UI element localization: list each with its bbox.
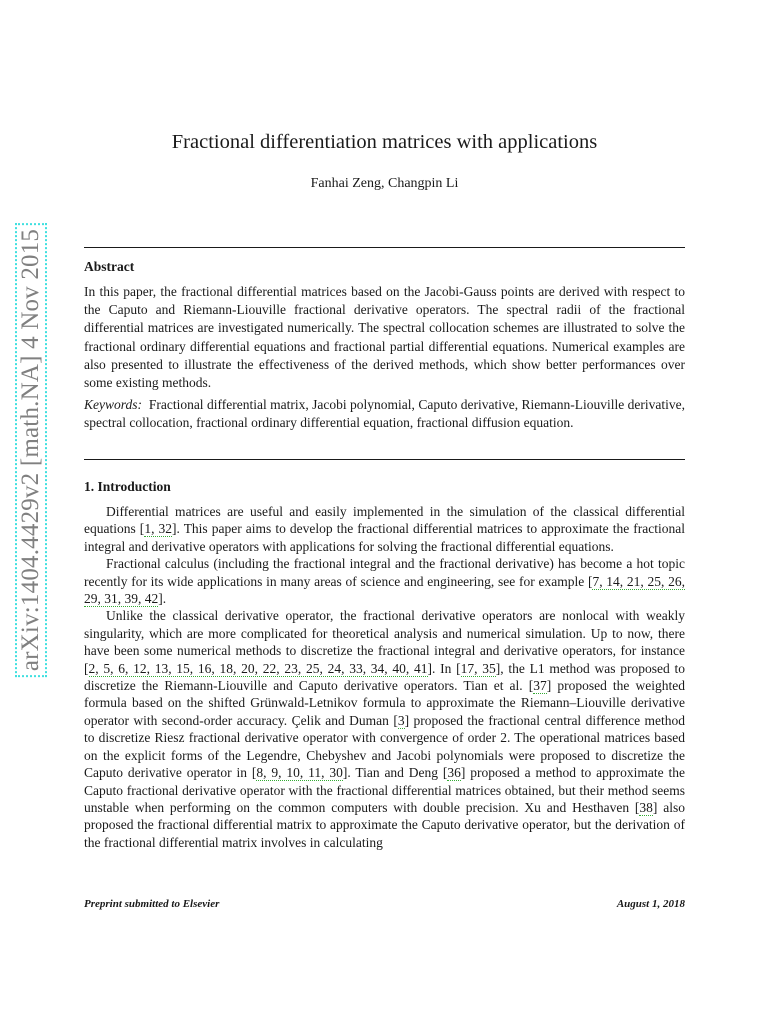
citation-link[interactable]: 38 [639,799,653,815]
text: ]. [158,591,167,607]
text: ]. This paper aims to develop the fractional differential matrices to approximate the fractional integral and derivative operators with applications for solving the fractional differential equations. [84,521,685,554]
citation-link[interactable]: 36 [447,765,461,781]
abstract-bottom-rule [84,459,685,460]
arxiv-identifier-stamp[interactable]: arXiv:1404.4429v2 [math.NA] 4 Nov 2015 [15,223,47,677]
footer-preprint-note: Preprint submitted to Elsevier [84,898,220,910]
text: Fractional calculus (including the fractional integral and the fractional derivative) has become a hot topic recently for its wide applications in many areas of science and engineering, see for example [ [84,556,685,589]
citation-link[interactable]: 37 [533,678,547,694]
footer-date: August 1, 2018 [616,898,685,910]
introduction-body [84,503,685,851]
paper-title: Fractional differentiation matrices with applications [171,131,598,153]
text: Unlike the classical derivative operator, the fractional derivative operators are nonlocal with weakly singularity, which are more complicated for theoretical analysis and numerical simulation. Up to now, there have been some numerical methods to discretize the fractional integral and derivative operators, for instance [ [84,608,685,676]
text: ]. In [ [427,660,461,676]
abstract-top-rule [84,247,685,248]
paragraph [84,503,685,555]
abstract-heading: Abstract [84,259,135,274]
citation-link[interactable]: 7, 14, 21, 25, 26, 29, 31, 39, 42 [84,573,685,607]
citation-link[interactable]: 8, 9, 10, 11, 30 [256,765,343,781]
text: ] proposed the fractional central difference method to discretize Riesz fractional derivative operator with convergence of order 2. The operational matrices based on the explicit forms of the Legendre, Chebyshev and Jacobi polynomials were proposed to discretize the Caputo derivative operator in [ [84,712,685,781]
abstract-text: In this paper, the fractional differential matrices based on the Jacobi-Gauss points are derived with respect to the Caputo and Riemann-Liouville fractional derivative operators. The spectral radii of the fractional differential matrices are investigated numerically. The spectral collocation schemes are illustrated to solve the fractional ordinary differential equations and fractional partial differential equations. Numerical examples are also presented to illustrate the effectiveness of the derived methods, which show better performances over some existing methods. [84,284,685,391]
citation-link[interactable]: 2, 5, 6, 12, 13, 15, 16, 18, 20, 22, 23, 25, 24, 33, 34, 40, 41 [88,660,428,676]
citation-link[interactable]: 17, 35 [460,660,496,676]
citation-link[interactable]: 1, 32 [144,521,172,537]
text: ] proposed the weighted formula based on the shifted Grünwald-Letnikov formula to approximate the Riemann–Liouville derivative operator with second-order accuracy. Çelik and Duman [ [84,678,685,728]
keywords [84,396,685,432]
keywords-label: Keywords: [84,397,142,412]
text: ], the L1 method was proposed to discretize the Riemann-Liouville and Caputo derivative operators. Tian et al. [ [84,660,686,694]
keywords-list: Fractional differential matrix, Jacobi polynomial, Caputo derivative, Riemann-Liouville derivative, spectral collocation, fractional ordinary differential equation, fractional diffusion equation. [84,397,685,431]
section-heading-introduction: 1. Introduction [84,479,171,494]
paragraph [84,555,685,607]
paper-authors: Fanhai Zeng, Changpin Li [310,176,459,191]
text: Differential matrices are useful and easily implemented in the simulation of the classical differential equations [ [84,504,685,537]
text: ] also proposed the fractional differential matrix to approximate the Caputo derivative operator, but the derivation of the fractional differential matrix involves in calculating [84,799,685,850]
text: ] proposed a method to approximate the Caputo fractional derivative operator with the fractional differential matrices obtained, but their method seems unstable when performing on the common computers with double precision. Xu and Hesthaven [ [84,765,685,815]
text: ]. Tian and Deng [ [342,765,448,781]
paragraph [84,607,685,851]
citation-link[interactable]: 3 [397,712,405,728]
